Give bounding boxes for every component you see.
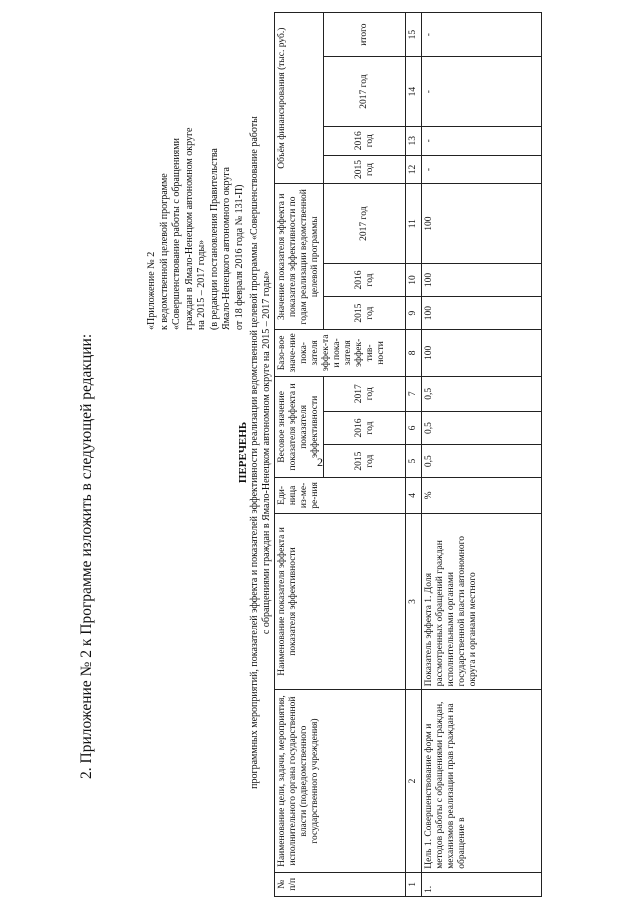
row-value-2017: 100: [422, 184, 542, 264]
header-finance-2016: 2016 год: [324, 126, 406, 155]
list-subtitle: с обращениями граждан в Ямало-Ненецком автономном округе на 2015 – 2017 годы»: [261, 270, 272, 635]
header-unit: Еди-ница из-ме-ре-ния: [275, 478, 406, 513]
row-number: 1.: [422, 872, 542, 896]
column-number: 14: [406, 57, 422, 127]
header-value-2015: 2015 год: [324, 297, 406, 330]
column-number: 3: [406, 513, 422, 690]
column-number-row: [406, 13, 422, 897]
list-subtitle: программных мероприятий, показателей эффекта и показателей эффективности реализации ведомственной целевой программы «Совершенствование работы: [249, 116, 260, 789]
column-number: 6: [406, 411, 422, 444]
column-number: 10: [406, 263, 422, 296]
header-goal: Наименование цели, задачи, мероприятия, исполнительного органа государственной власти (подведомственного государственного учреждения): [275, 690, 406, 872]
row-weight-2016: 0,5: [422, 411, 542, 444]
column-number: 9: [406, 297, 422, 330]
appendix-line: от 18 февраля 2016 года № 131-П): [233, 184, 245, 330]
appendix-line: (в редакции постановления Правительства: [208, 148, 220, 330]
appendix-line: «Совершенствование работы с обращениями: [171, 138, 182, 330]
header-weight-2017: 2017 год: [324, 376, 406, 411]
header-value-2017: 2017 год: [324, 184, 406, 264]
row-unit: %: [422, 478, 542, 513]
column-number: 1: [406, 872, 422, 896]
header-finance: Объём финансирования (тыс. руб.): [275, 13, 324, 184]
header-row: [275, 13, 324, 897]
header-base: Базо-вое значе-ние пока-зателя эффек-та и пока-зателя эффек-тив-ности: [275, 330, 406, 376]
column-number: 5: [406, 445, 422, 478]
header-num: № п/п: [275, 872, 406, 896]
row-value-2016: 100: [422, 263, 542, 296]
list-title-block: [237, 20, 273, 885]
appendix-line: Ямало-Ненецкого автономного округа: [221, 167, 232, 330]
column-number: 8: [406, 330, 422, 376]
column-number: 11: [406, 184, 422, 264]
column-number: 2: [406, 690, 422, 872]
row-finance-2015: -: [422, 155, 542, 184]
row-goal: Цель 1. Совершенствование форм и методов работы с обращениями граждан, механизмов реализации прав граждан на обращение в: [422, 690, 542, 872]
row-weight-2017: 0,5: [422, 376, 542, 411]
appendix-note: [146, 30, 246, 330]
header-value-2016: 2016 год: [324, 263, 406, 296]
appendix-line: на 2015 – 2017 годы»: [196, 239, 207, 330]
header-values: Значение показателя эффекта и показателя эффективности по годам реализации ведомственной целевой программы: [275, 184, 324, 330]
table-row: [422, 13, 542, 897]
appendix-line: к ведомственной целевой программе: [158, 173, 170, 330]
column-number: 4: [406, 478, 422, 513]
column-number: 13: [406, 126, 422, 155]
appendix-line: граждан в Ямало-Ненецком автономном округе: [183, 127, 195, 330]
row-finance-2017: -: [422, 57, 542, 127]
appendix-line: «Приложение № 2: [146, 251, 157, 330]
program-table: [274, 12, 542, 897]
column-number: 12: [406, 155, 422, 184]
page-number: 2: [317, 455, 323, 469]
row-indicator: Показатель эффекта 1. Доля рассмотренных обращений граждан исполнительными органами государственной власти автономного округа и органами местного: [422, 513, 542, 690]
row-base: 100: [422, 330, 542, 376]
column-number: 15: [406, 13, 422, 57]
header-weight-2015: 2015 год: [324, 445, 406, 478]
header-indicator: Наименование показателя эффекта и показателя эффективности: [275, 513, 406, 690]
header-weight-2016: 2016 год: [324, 411, 406, 444]
header-weight: Весовое значение показателя эффекта и показателя эффективности: [275, 376, 324, 478]
header-finance-2017: 2017 год: [324, 57, 406, 127]
amendment-heading: 2. Приложение № 2 к Программе изложить в следующей редакции:: [78, 333, 95, 779]
header-finance-total: итого: [324, 13, 406, 57]
row-finance-total: -: [422, 13, 542, 57]
column-number: 7: [406, 376, 422, 411]
row-finance-2016: -: [422, 126, 542, 155]
header-finance-2015: 2015 год: [324, 155, 406, 184]
row-weight-2015: 0,5: [422, 445, 542, 478]
row-value-2015: 100: [422, 297, 542, 330]
list-title: ПЕРЕЧЕНЬ: [237, 421, 249, 484]
